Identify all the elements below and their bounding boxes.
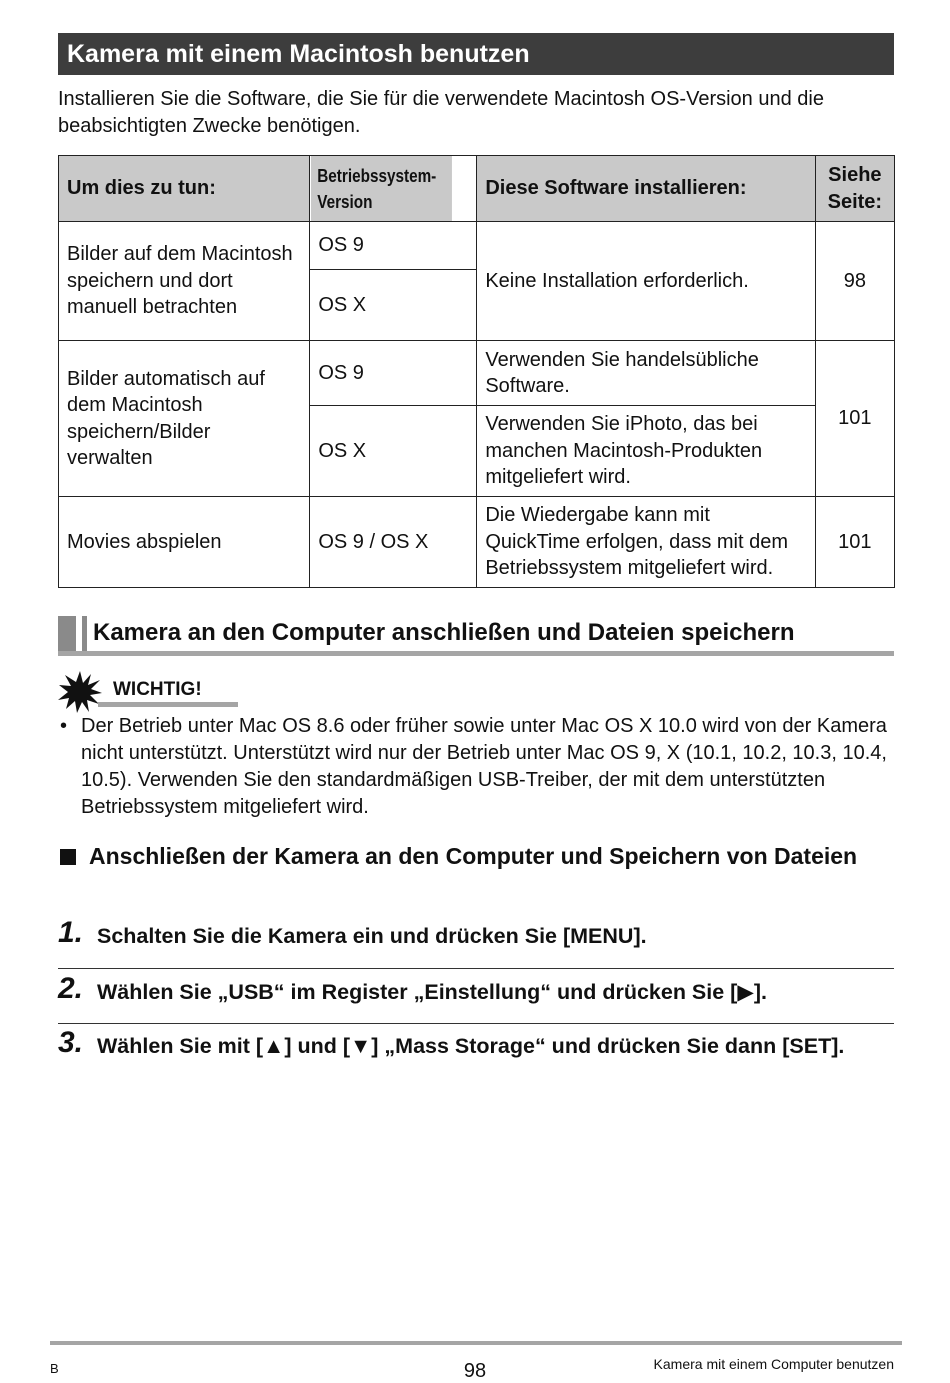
row1-software: Keine Installation erforderlich. [477, 222, 815, 341]
step-text: Wählen Sie mit [▲] und [▼] „Mass Storage“ und drücken Sie dann [SET]. [97, 1034, 845, 1058]
row2-os-a: OS 9 [310, 341, 477, 406]
section-heading [58, 614, 894, 656]
row3-task: Movies abspielen [59, 497, 310, 588]
section-bar [82, 616, 87, 651]
footer-language-code: B [50, 1361, 59, 1376]
page-title: Kamera mit einem Macintosh benutzen [58, 33, 894, 75]
subheading-text: Anschließen der Kamera an den Computer und Speichern von Dateien [89, 843, 858, 869]
header-os-version [310, 156, 452, 222]
step-number: 1. [58, 916, 84, 949]
important-label: WICHTIG! [113, 679, 202, 700]
header-task: Um dies zu tun: [59, 156, 310, 222]
row3-page: 101 [815, 497, 894, 588]
step-2 [58, 972, 894, 1007]
table-row [59, 222, 895, 270]
table-row [59, 341, 895, 406]
important-notice-header [58, 671, 258, 711]
footer-chapter-title: Kamera mit einem Computer benutzen [653, 1356, 894, 1372]
divider [58, 1023, 894, 1024]
step-text: Schalten Sie die Kamera ein und drücken Sie [MENU]. [97, 924, 647, 948]
table-header-row [59, 156, 895, 222]
step-1 [58, 916, 894, 951]
row2-os-b: OS X [310, 406, 477, 497]
row2-page: 101 [815, 341, 894, 497]
software-table [58, 155, 895, 588]
important-text: Der Betrieb unter Mac OS 8.6 oder früher sowie unter Mac OS X 10.0 wird von der Kamera nicht unterstützt. Unterstützt wird nur der Betrieb unter Mac OS 9, X (10.1, 10.2, 10.3, 10.4, 10.5). Verwenden Sie den standardmäßigen USB-Treiber, der mit dem unterstützten Betriebssystem mitgeliefert wird. [81, 715, 887, 818]
header-software: Diese Software installieren: [477, 156, 815, 222]
row2-task: Bilder automatisch auf dem Macintosh speichern/Bilder verwalten [59, 341, 310, 497]
row1-os-b: OS X [310, 270, 477, 341]
section-bar [58, 616, 76, 651]
intro-paragraph: Installieren Sie die Software, die Sie für die verwendete Macintosh OS-Version und die beabsichtigten Zwecke benötigen. [58, 88, 824, 137]
step-number: 3. [58, 1026, 84, 1059]
section-heading-text: Kamera an den Computer anschließen und Dateien speichern [93, 619, 795, 646]
row1-task: Bilder auf dem Macintosh speichern und dort manuell betrachten [59, 222, 310, 341]
square-bullet-icon [60, 849, 76, 865]
row1-os-a: OS 9 [310, 222, 477, 270]
divider [58, 968, 894, 969]
starburst-icon [58, 671, 102, 713]
row3-os: OS 9 / OS X [310, 497, 477, 588]
step-number: 2. [58, 972, 84, 1005]
subheading [58, 841, 894, 871]
bullet-dot-icon: • [60, 715, 68, 737]
row2-software-b: Verwenden Sie iPhoto, das bei manchen Macintosh-Produkten mitgeliefert wird. [477, 406, 815, 497]
header-os-version-text: Betriebssystem-Version [317, 165, 437, 212]
header-page: Siehe Seite: [815, 156, 894, 222]
important-bullet [58, 713, 894, 821]
footer-rule [50, 1341, 902, 1345]
page-number: 98 [463, 1360, 487, 1382]
step-text: Wählen Sie „USB“ im Register „Einstellung“ und drücken Sie [▶]. [97, 980, 767, 1004]
step-3 [58, 1026, 894, 1061]
row1-page: 98 [815, 222, 894, 341]
row3-software: Die Wiedergabe kann mit QuickTime erfolgen, dass mit dem Betriebssystem mitgeliefert wird. [477, 497, 815, 588]
row2-software-a: Verwenden Sie handelsübliche Software. [477, 341, 815, 406]
table-row [59, 497, 895, 588]
